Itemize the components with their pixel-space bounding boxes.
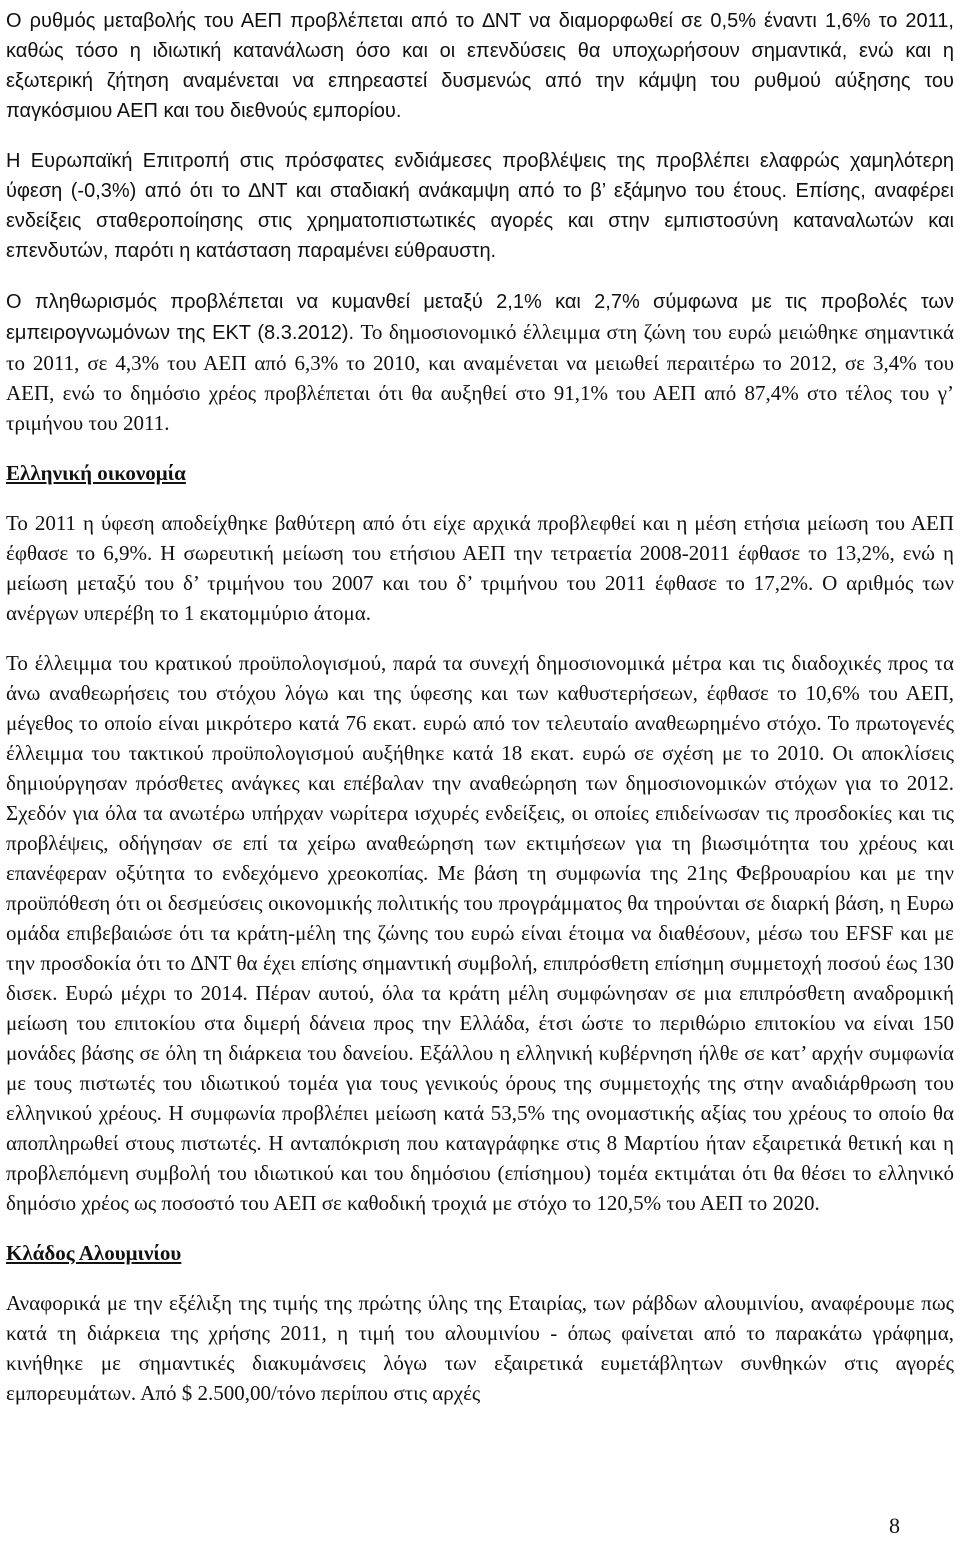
paragraph-aluminium-price: Αναφορικά με την εξέλιξη της τιμής της πρώτης ύλης της Εταιρίας, των ράβδων αλουμινίου, αναφέρουμε πως κατά τη διάρκεια της χρήσης 2011, η τιμή του αλουμινίου - όπως φαίνεται από το παρακάτω γράφημα, κινήθηκε με σημαντικές διακυμάνσεις λόγω των εξαιρετικά ευμετάβλητων συνθηκών στις αγορές εμπορευμάτων. Από $ 2.500,00/τόνο περίπου στις αρχές	[6, 1291, 954, 1405]
paragraph-inflation	[6, 286, 954, 438]
page-number: 8	[889, 1513, 900, 1538]
paragraph-budget-deficit: Το έλλειμμα του κρατικού προϋπολογισμού, παρά τα συνεχή δημοσιονομικά μέτρα και τις διαδοχικές προς τα άνω αναθεωρήσεις του στόχου λόγω και της ύφεσης και των καθυστερήσεων, έφθασε το 10,6% του ΑΕΠ, μέγεθος το οποίο είναι μικρότερο κατά 76 εκατ. ευρώ από τον τελευταίο αναθεωρημένο στόχο. Το πρωτογενές έλλειμμα του τακτικού προϋπολογισμού αυξήθηκε κατά 18 εκατ. ευρώ σε σχέση με το 2010. Οι αποκλίσεις δημιούργησαν πρόσθετες ανάγκες και επέβαλαν την αναθεώρηση των δημοσιονομικών στόχων για το 2012. Σχεδόν για όλα τα ανωτέρω υπήρχαν νωρίτερα ισχυρές ενδείξεις, οι οποίες επιδείνωσαν τις προσδοκίες και τις προβλέψεις, οδήγησαν σε επί τα χείρω αναθεώρηση των εκτιμήσεων για τη βιωσιμότητα του χρέους και επανέφεραν οξύτητα το ενδεχόμενο χρεοκοπίας. Με βάση τη συμφωνία της 21ης Φεβρουαρίου και με την προϋπόθεση ότι οι δεσμεύσεις οικονομικής πολιτικής του προγράμματος θα τηρούνται σε διαρκή βάση, η Ευρω ομάδα επιβεβαιώσε ότι τα κράτη-μέλη της ζώνης του ευρώ είναι έτοιμα να διαθέσουν, μέσω του EFSF και με την προσδοκία ότι το ∆ΝΤ θα έχει επίσης σημαντική συμβολή, επιπρόσθετη επίσημη συμμετοχή ποσού έως 130 δισεκ. Ευρώ μέχρι το 2014. Πέραν αυτού, όλα τα κράτη μέλη συμφώνησαν σε μια επιπρόσθετη αναδρομική μείωση του επιτοκίου στα διμερή δάνεια προς την Ελλάδα, έτσι ώστε το περιθώριο επιτοκίου να είναι 150 μονάδες βάσης σε όλη τη διάρκεια του δανείου. Εξάλλου η ελληνική κυβέρνηση ήλθε σε κατ’ αρχήν συμφωνία με τους πιστωτές του ιδιωτικού τομέα για τους γενικούς όρους της συμμετοχής της στην αναδιάρθρωση του ελληνικού χρέους. Η συμφωνία προβλέπει μείωση κατά 53,5% της ονομαστικής αξίας του χρέους το οποίο θα αποπληρωθεί στους πιστωτές. Η ανταπόκριση που καταγράφηκε στις 8 Μαρτίου ήταν εξαιρετικά θετική και η προβλεπόμενη συμβολή του ιδιωτικού και του δημόσιου (επίσημου) τομέα εκτιμάται ότι θα θέσει το ελληνικό δημόσιο χρέος ως ποσοστό του ΑΕΠ σε καθοδική τροχιά με στόχο το 120,5% του ΑΕΠ το 2020.	[6, 651, 954, 1215]
paragraph-fiscal-deficit: Το δημοσιονομικό έλλειμμα στη ζώνη του ευρώ μειώθηκε σημαντικά το 2011, σε 4,3% του ΑΕΠ από 6,3% το 2010, και αναμένεται να μειωθεί περαιτέρω το 2012, σε 3,4% του ΑΕΠ, ενώ το δημόσιο χρέος προβλέπεται ότι θα αυξηθεί στο 91,1% του ΑΕΠ από 87,4% στο τέλος του γ’ τριμήνου του 2011.	[6, 320, 955, 435]
paragraph-inflation-sans: Ο πληθωρισμός προβλέπεται να κυμανθεί μεταξύ 2,1% και 2,7% σύμφωνα με τις προβολές των εμπειρογνωμόνων της ΕΚΤ (8.3.2012).	[6, 291, 954, 344]
heading-greek-economy: Ελληνική οικονομία	[6, 461, 186, 485]
paragraph-european-commission: Η Ευρωπαϊκή Επιτροπή στις πρόσφατες ενδιάμεσες προβλέψεις της προβλέπει ελαφρώς χαμηλότερη ύφεση (-0,3%) από ότι το ∆ΝΤ και σταδιακή ανάκαμψη από το β’ εξάμηνο του έτους. Επίσης, αναφέρει ενδείξεις σταθεροποίησης στις χρηματοπιστωτικές αγορές και στην εμπιστοσύνη καταναλωτών και επενδυτών, παρότι η κατάσταση παραμένει εύθραυστη.	[6, 150, 954, 262]
heading-aluminium-sector: Κλάδος Αλουμινίου	[6, 1241, 182, 1265]
paragraph-recession-2011: Το 2011 η ύφεση αποδείχθηκε βαθύτερη από ότι είχε αρχικά προβλεφθεί και η μέση ετήσια μείωση του ΑΕΠ έφθασε το 6,9%. Η σωρευτική μείωση του ετήσιου ΑΕΠ την τετραετία 2008-2011 έφθασε το 13,2%, ενώ η μείωση μεταξύ του δ’ τριμήνου του 2007 και του δ’ τριμήνου του 2011 έφθασε το 17,2%. Ο αριθμός των ανέργων υπερέβη το 1 εκατομμύριο άτομα.	[6, 511, 954, 625]
paragraph-gdp-forecast: Ο ρυθμός μεταβολής του ΑΕΠ προβλέπεται από το ∆ΝΤ να διαμορφωθεί σε 0,5% έναντι 1,6% το 2011, καθώς τόσο η ιδιωτική κατανάλωση όσο και οι επενδύσεις θα υποχωρήσουν σημαντικά, ενώ και η εξωτερική ζήτηση αναμένεται να επηρεαστεί δυσμενώς από την κάμψη του ρυθμού αύξησης του παγκόσμιου ΑΕΠ και του διεθνούς εμπορίου.	[6, 10, 954, 122]
document-page	[6, 6, 954, 1408]
